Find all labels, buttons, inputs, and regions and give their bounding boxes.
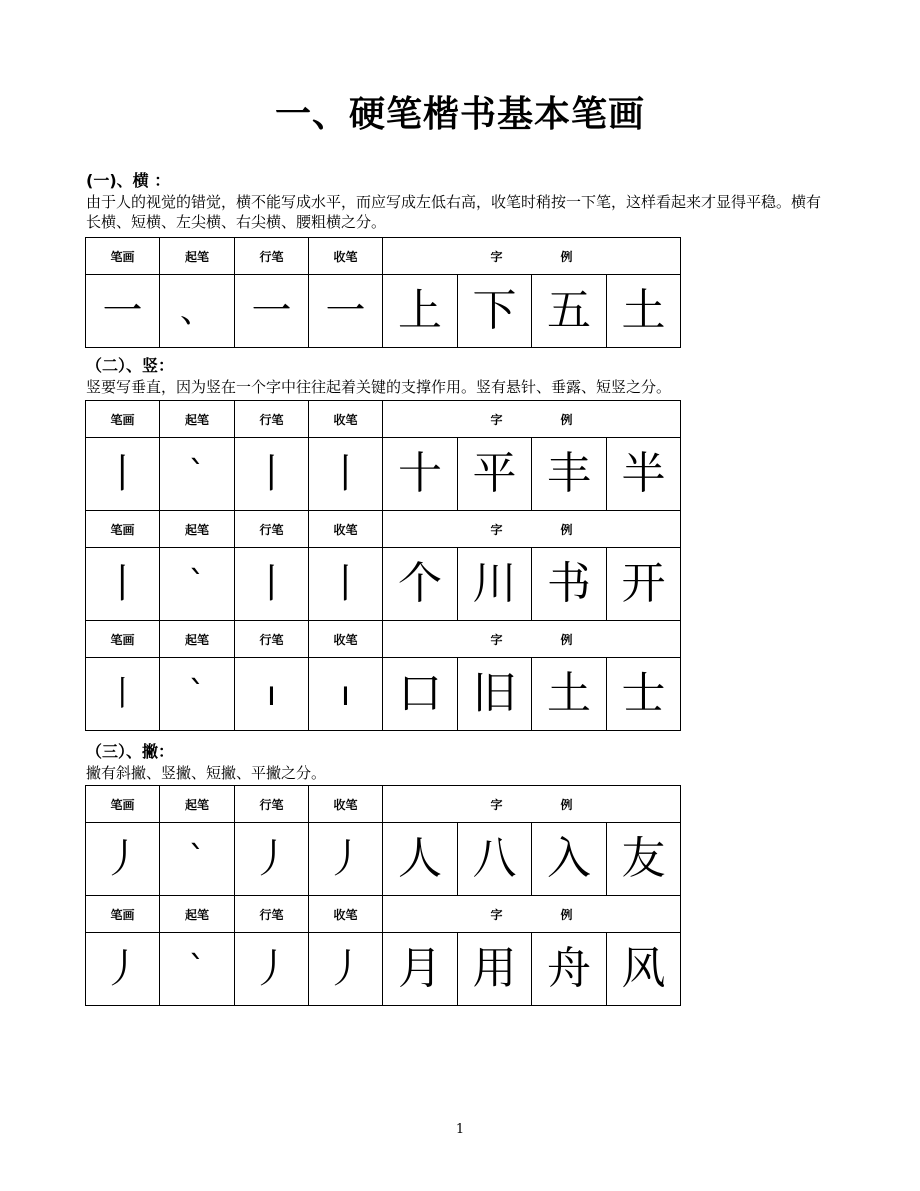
example-char: 十	[383, 438, 458, 511]
header-move: 行笔	[235, 786, 309, 823]
example-char: 个	[383, 548, 458, 621]
header-move: 行笔	[235, 511, 309, 548]
example-char: 入	[532, 823, 607, 896]
example-char: 丰	[532, 438, 607, 511]
start-cell: ˋ	[160, 658, 235, 731]
header-end: 收笔	[309, 401, 383, 438]
example-char: 川	[458, 548, 532, 621]
stroke-cell: 丨	[86, 438, 160, 511]
header-move: 行笔	[235, 896, 309, 933]
move-cell: 丿	[235, 823, 309, 896]
start-cell: 、	[160, 275, 235, 348]
example-char: 半	[607, 438, 681, 511]
page-title: 一、硬笔楷书基本笔画	[274, 94, 645, 135]
end-cell: 丨	[309, 548, 383, 621]
example-char: 舟	[532, 933, 607, 1006]
header-start: 起笔	[160, 238, 235, 275]
example-char: 平	[458, 438, 532, 511]
header-move: 行笔	[235, 621, 309, 658]
header-start: 起笔	[160, 401, 235, 438]
table-row	[86, 438, 681, 511]
stroke-table-pie	[85, 785, 681, 1006]
header-move: 行笔	[235, 401, 309, 438]
section-heading-heng: (一)、横 ：	[86, 171, 171, 190]
end-cell: 丿	[309, 823, 383, 896]
table-header-row	[86, 511, 681, 548]
move-cell: 丨	[235, 548, 309, 621]
header-examples: 字 例	[383, 511, 681, 548]
section-heading-shu: （二）、竖：	[86, 356, 175, 375]
end-cell: ı	[309, 658, 383, 731]
example-char: 风	[607, 933, 681, 1006]
example-char: 土	[532, 658, 607, 731]
header-move: 行笔	[235, 238, 309, 275]
header-stroke: 笔画	[86, 896, 160, 933]
table-row	[86, 933, 681, 1006]
end-cell: 一	[309, 275, 383, 348]
section-heading-pie: （三）、撇：	[86, 742, 175, 761]
stroke-cell: 一	[86, 275, 160, 348]
start-cell: ˋ	[160, 823, 235, 896]
stroke-table-shu	[85, 400, 681, 731]
example-char: 书	[532, 548, 607, 621]
header-start: 起笔	[160, 621, 235, 658]
move-cell: ı	[235, 658, 309, 731]
header-stroke: 笔画	[86, 511, 160, 548]
header-stroke: 笔画	[86, 786, 160, 823]
table-header-row	[86, 621, 681, 658]
example-char: 士	[607, 658, 681, 731]
header-stroke: 笔画	[86, 401, 160, 438]
section-desc-heng: 由于人的视觉的错觉，横不能写成水平，而应写成左低右高，收笔时稍按一下笔，这样看起来才显得平稳。横有长横、短横、左尖横、右尖横、腰粗横之分。	[86, 193, 822, 231]
stroke-cell: 丨	[86, 548, 160, 621]
table-header-row	[86, 786, 681, 823]
example-char: 开	[607, 548, 681, 621]
header-start: 起笔	[160, 786, 235, 823]
end-cell: 丿	[309, 933, 383, 1006]
section-desc-pie: 撇有斜撇、竖撇、短撇、平撇之分。	[86, 764, 327, 782]
start-cell: ˋ	[160, 933, 235, 1006]
example-char: 用	[458, 933, 532, 1006]
example-char: 月	[383, 933, 458, 1006]
stroke-cell: 丿	[86, 823, 160, 896]
header-examples: 字 例	[383, 401, 681, 438]
header-examples: 字 例	[383, 238, 681, 275]
header-examples: 字 例	[383, 786, 681, 823]
header-end: 收笔	[309, 511, 383, 548]
table-header-row	[86, 401, 681, 438]
header-end: 收笔	[309, 621, 383, 658]
table-row	[86, 548, 681, 621]
header-start: 起笔	[160, 511, 235, 548]
end-cell: 丨	[309, 438, 383, 511]
page-number: 1	[455, 1122, 465, 1137]
header-examples: 字 例	[383, 621, 681, 658]
move-cell: 丿	[235, 933, 309, 1006]
table-header-row	[86, 896, 681, 933]
table-row	[86, 823, 681, 896]
header-start: 起笔	[160, 896, 235, 933]
header-end: 收笔	[309, 896, 383, 933]
stroke-cell: 丿	[86, 933, 160, 1006]
example-char: 五	[532, 275, 607, 348]
start-cell: ˋ	[160, 438, 235, 511]
example-char: 旧	[458, 658, 532, 731]
move-cell: 一	[235, 275, 309, 348]
header-end: 收笔	[309, 238, 383, 275]
table-row	[86, 275, 681, 348]
section-desc-shu: 竖要写垂直，因为竖在一个字中往往起着关键的支撑作用。竖有悬针、垂露、短竖之分。	[86, 378, 672, 396]
table-header-row	[86, 238, 681, 275]
header-stroke: 笔画	[86, 238, 160, 275]
example-char: 上	[383, 275, 458, 348]
example-char: 八	[458, 823, 532, 896]
example-char: 下	[458, 275, 532, 348]
stroke-table-heng	[85, 237, 681, 348]
example-char: 口	[383, 658, 458, 731]
move-cell: 丨	[235, 438, 309, 511]
example-char: 土	[607, 275, 681, 348]
header-examples: 字 例	[383, 896, 681, 933]
start-cell: ˋ	[160, 548, 235, 621]
table-row	[86, 658, 681, 731]
header-stroke: 笔画	[86, 621, 160, 658]
example-char: 人	[383, 823, 458, 896]
stroke-cell: 丨	[86, 658, 160, 731]
header-end: 收笔	[309, 786, 383, 823]
example-char: 友	[607, 823, 681, 896]
